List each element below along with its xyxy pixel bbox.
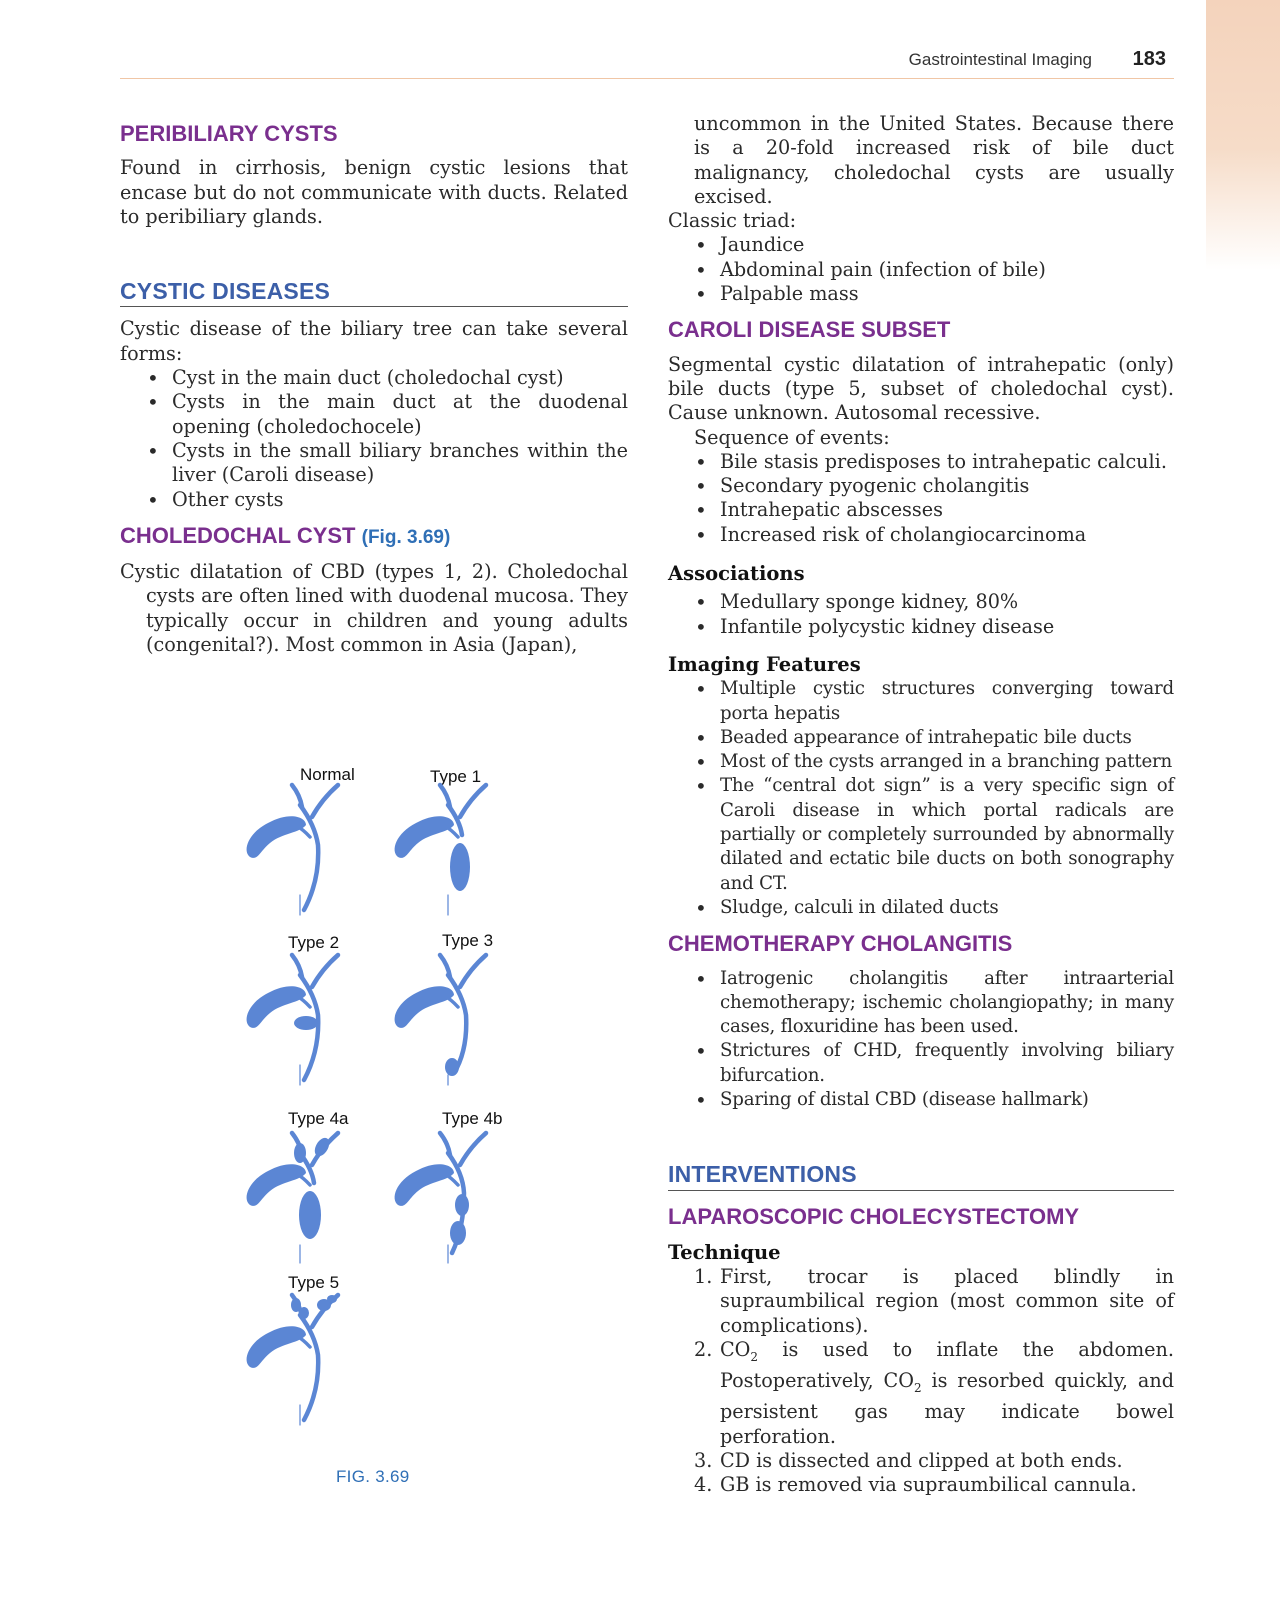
biliary-tree-type-3 xyxy=(388,955,508,1085)
heading-caroli-disease-subset: CAROLI DISEASE SUBSET xyxy=(668,317,951,343)
list-item: • Medullary sponge kidney, 80% xyxy=(694,590,1174,614)
biliary-tree-type-2 xyxy=(240,955,360,1085)
figure-caption: FIG. 3.69 xyxy=(336,1467,410,1486)
heading-peribiliary-cysts: PERIBILIARY CYSTS xyxy=(120,121,338,146)
heading-laparoscopic-cholecystectomy: LAPAROSCOPIC CHOLECYSTECTOMY xyxy=(668,1203,1080,1229)
list-item: • Beaded appearance of intrahepatic bile ducts xyxy=(694,726,1174,750)
imaging-features-list xyxy=(668,677,1174,920)
running-head xyxy=(120,48,1174,79)
cystic-diseases-list xyxy=(120,366,628,512)
cystic-diseases-intro: Cystic disease of the biliary tree can take several forms: xyxy=(120,317,628,365)
list-item: 1. First, trocar is placed blindly in supraumbilical region (most common site of complications). xyxy=(694,1265,1174,1337)
figure-label-normal: Normal xyxy=(300,765,355,784)
choledochal-heading-text: CHOLEDOCHAL CYST xyxy=(120,522,356,548)
biliary-tree-type-4a xyxy=(240,1133,360,1263)
choledochal-continued-text: uncommon in the United States. Because there is a 20-fold increased risk of bile duct malignancy, choledochal cysts are usually excised. xyxy=(694,112,1174,208)
list-item: • Infantile polycystic kidney disease xyxy=(694,615,1174,639)
list-item: • Jaundice xyxy=(694,233,1174,257)
figure-label-type-4a: Type 4a xyxy=(288,1109,349,1128)
sequence-label: Sequence of events: xyxy=(694,425,890,449)
biliary-tree-type-1 xyxy=(388,785,508,915)
figure-reference-link[interactable]: Fig. 3.69 xyxy=(367,526,444,548)
page-edge-tab xyxy=(1206,0,1280,270)
sequence-list xyxy=(668,450,1174,547)
list-item: • The “central dot sign” is a very specific sign of Caroli disease in which portal radicals are partially or completely surrounded by abnormally dilated and ectatic bile ducts on both sonography and CT. xyxy=(694,774,1174,895)
figure-label-type-3: Type 3 xyxy=(442,931,494,950)
figure-label-type-1: Type 1 xyxy=(430,767,482,786)
list-item: 4. GB is removed via supraumbilical cannula. xyxy=(694,1473,1137,1497)
list-item: • Bile stasis predisposes to intrahepatic calculi. xyxy=(694,450,1174,474)
list-item: • Palpable mass xyxy=(694,282,1174,306)
list-item: • Increased risk of cholangiocarcinoma xyxy=(694,523,1174,547)
chemotherapy-list xyxy=(668,967,1174,1113)
left-column xyxy=(120,112,628,657)
list-item: • Cysts in the main duct at the duodenal opening (choledochocele) xyxy=(146,390,628,439)
choledochal-text: Cystic dilatation of CBD (types 1, 2). Choledochal cysts are often lined with duodenal mucosa. They typically occur in children and young adults (congenital?). Most common in Asia (Japan), xyxy=(120,560,628,657)
list-item: • Secondary pyogenic cholangitis xyxy=(694,474,1174,498)
list-item: • Sludge, calculi in dilated ducts xyxy=(694,896,1174,920)
figure-label-type-5: Type 5 xyxy=(288,1273,340,1292)
list-item: • Cysts in the small biliary branches within the liver (Caroli disease) xyxy=(146,439,628,488)
classic-triad-list xyxy=(668,233,1174,306)
list-item: • Abdominal pain (infection of bile) xyxy=(694,258,1174,282)
biliary-tree-type-4b xyxy=(388,1133,508,1263)
right-column xyxy=(668,112,1174,1498)
list-item: • Strictures of CHD, frequently involving biliary bifurcation. xyxy=(694,1039,1174,1088)
list-item: • Multiple cystic structures converging toward porta hepatis xyxy=(694,677,1174,726)
peribiliary-text: Found in cirrhosis, benign cystic lesions that encase but do not communicate with ducts. Related to peribiliary glands. xyxy=(120,156,628,228)
heading-choledochal-cyst: CHOLEDOCHAL CYST (Fig. 3.69) xyxy=(120,522,451,548)
heading-cystic-diseases: CYSTIC DISEASES xyxy=(120,279,628,307)
list-item: • Most of the cysts arranged in a branching pattern xyxy=(694,750,1174,774)
running-head-title: Gastrointestinal Imaging xyxy=(908,50,1092,69)
classic-triad-label: Classic triad: xyxy=(668,209,797,233)
associations-list xyxy=(668,590,1174,639)
biliary-tree-type-5 xyxy=(240,1295,360,1425)
caroli-text: Segmental cystic dilatation of intrahepatic (only) bile ducts (type 5, subset of choledochal cyst). Cause unknown. Autosomal recessive. xyxy=(668,352,1174,425)
page-number: 183 xyxy=(1132,48,1166,70)
figure-label-type-2: Type 2 xyxy=(288,933,340,952)
heading-associations: Associations xyxy=(668,562,805,586)
heading-chemotherapy-cholangitis: CHEMOTHERAPY CHOLANGITIS xyxy=(668,931,1013,957)
figure-3-69 xyxy=(230,765,530,1485)
figure-label-type-4b: Type 4b xyxy=(442,1109,503,1128)
heading-imaging-features: Imaging Features xyxy=(668,652,861,676)
heading-interventions: INTERVENTIONS xyxy=(668,1162,1174,1190)
biliary-tree-normal xyxy=(240,785,360,915)
list-item: • Other cysts xyxy=(146,488,628,512)
list-item: • Iatrogenic cholangitis after intraarterial chemotherapy; ischemic cholangiopathy; in many cases, floxuridine has been used. xyxy=(694,967,1174,1040)
list-item: • Sparing of distal CBD (disease hallmark) xyxy=(694,1088,1174,1112)
list-item: 3. CD is dissected and clipped at both ends. xyxy=(694,1448,1123,1472)
heading-technique: Technique xyxy=(668,1240,781,1264)
list-item: • Intrahepatic abscesses xyxy=(694,498,1174,522)
list-item: 2. $CO_2$ is used to inflate the abdomen. Postoperatively, $CO_2$ is resorbed quickly, and persistent gas may indicate bowel perforation. xyxy=(694,1338,1174,1448)
technique-steps xyxy=(668,1265,1174,1497)
list-item: • Cyst in the main duct (choledochal cyst) xyxy=(146,366,628,390)
